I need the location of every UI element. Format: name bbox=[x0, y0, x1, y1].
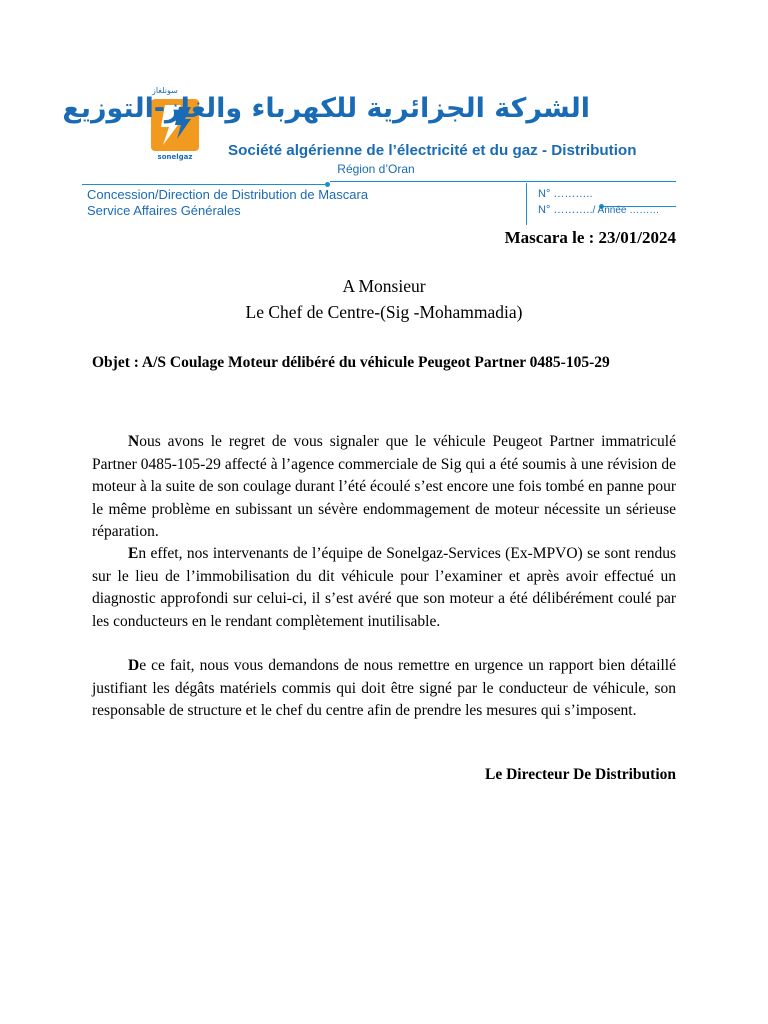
paragraph-text: e ce fait, nous vous demandons de nous remettre en urgence un rapport bien détaillé justifiant les dégâts matériels commis qui doit être signé par le conducteur de véhicule, son responsable de structure et le chef du centre afin de prendre les mesures qui s’imposent. bbox=[92, 657, 676, 719]
paragraph-initial: N bbox=[128, 433, 140, 450]
header-divider-right bbox=[330, 181, 676, 182]
header-vertical-divider bbox=[526, 183, 527, 225]
reference-block bbox=[538, 186, 659, 219]
paragraph-3 bbox=[92, 655, 676, 723]
paragraph-2 bbox=[92, 543, 676, 633]
concession-label: Concession/Direction de Distribution de Mascara bbox=[87, 187, 369, 202]
paragraph-initial: D bbox=[128, 657, 140, 674]
issuer-block bbox=[87, 187, 368, 219]
region-label: Région d’Oran bbox=[337, 162, 415, 176]
signature-title: Le Directeur De Distribution bbox=[485, 766, 676, 783]
paragraph-text: n effet, nos intervenants de l’équipe de Sonelgaz-Services (Ex-MPVO) se sont rendus sur le lieu de l’immobilisation du dit véhicule pour l’examiner et après avoir effectué un diagnostic approfondi sur celui-ci, il s’est avéré que son moteur a été délibérément coulé par les conducteurs en le rendant complètement inutilisable. bbox=[92, 545, 676, 630]
reference-number-1: N° ……….. bbox=[538, 188, 593, 200]
reference-number-2-prefix: N° ……….. bbox=[538, 204, 593, 216]
company-name-arabic: الشركة الجزائرية للكهرباء والغاز-التوزيع bbox=[62, 93, 590, 124]
reference-number-2 bbox=[538, 202, 659, 219]
company-name-french: Société algérienne de l’électricité et du gaz - Distribution bbox=[228, 142, 637, 159]
letter-subject: Objet : A/S Coulage Moteur délibéré du véhicule Peugeot Partner 0485-105-29 bbox=[92, 354, 610, 371]
paragraph-initial: E bbox=[128, 545, 139, 562]
header-divider-left bbox=[82, 184, 328, 185]
logo-name: sonelgaz bbox=[157, 153, 193, 161]
paragraph-1 bbox=[92, 431, 676, 544]
reference-year: / Année ……… bbox=[592, 205, 660, 216]
paragraph-text: ous avons le regret de vous signaler que le véhicule Peugeot Partner immatriculé Partner 0485-105-29 affecté à l’agence commerciale de Sig qui a été soumis à une révision de moteur à la suite de son coulage durant l’été écoulé s’est encore une fois tombé en panne pour le même problème en subissant un sévère endommagement de moteur nécessite un sérieuse réparation. bbox=[92, 433, 676, 540]
logo-arabic-text: سونلغاز bbox=[152, 86, 178, 95]
recipient-line-1: A Monsieur bbox=[342, 276, 426, 296]
recipient-line-2: Le Chef de Centre-(Sig -Mohammadia) bbox=[245, 302, 523, 322]
service-label: Service Affaires Générales bbox=[87, 203, 241, 218]
letter-date: Mascara le : 23/01/2024 bbox=[504, 228, 676, 247]
